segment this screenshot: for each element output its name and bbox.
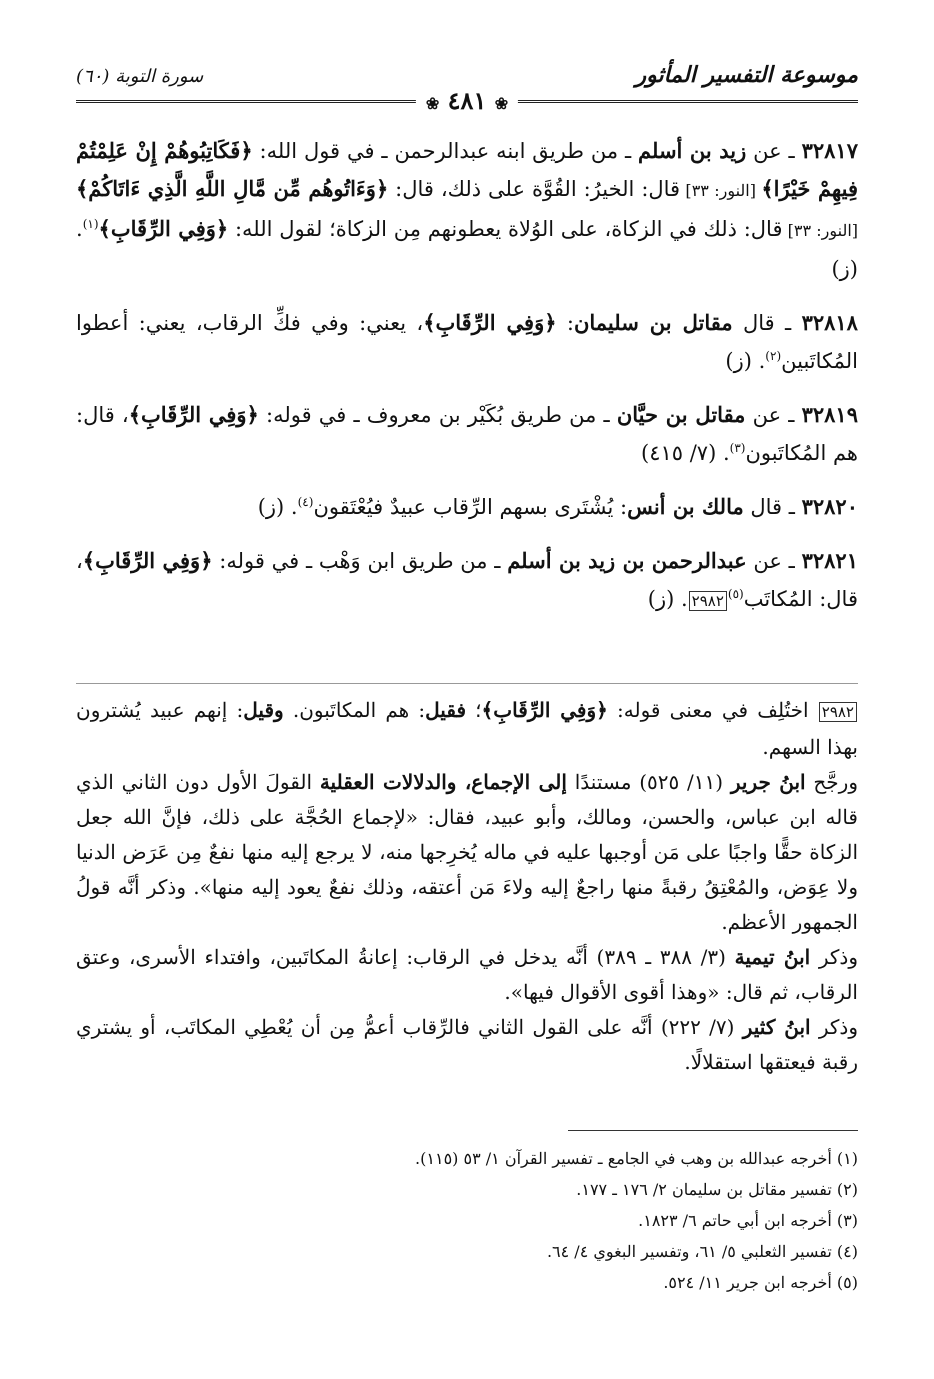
narration-text: ، يعني: وفي فكِّ الرقاب، يعني: أعطوا المُكاتَبين [76, 311, 858, 373]
narration-text: ـ من طريق ابنه عبدالرحمن ـ في قول الله: [252, 139, 639, 163]
footnote-rule [568, 1130, 858, 1131]
ornament-left-icon: ❀ [425, 94, 440, 113]
page-number: ٤٨١ [447, 86, 487, 115]
narration-32819 [76, 396, 858, 472]
narration-number: ٣٢٨١٩ [801, 402, 858, 427]
narration-text: ، قال: هم المُكاتَبون [76, 403, 858, 465]
commentary-keyword: فقيل [425, 698, 466, 722]
narration-number: ٣٢٨٢١ [801, 548, 858, 573]
narration-text: ـ عن [746, 549, 802, 573]
narration-text: ـ من طريق ابن وَهْب ـ في قوله: [212, 549, 508, 573]
quran-quote: ﴿وَفِي الرِّقَابِ﴾ [481, 698, 608, 722]
footnote-marker[interactable]: (٣) [729, 441, 746, 455]
quran-quote: ﴿وَفِي الرِّقَابِ﴾ [82, 548, 213, 573]
source-tag: . (ز) [257, 495, 298, 519]
source-tag: . (ز) [725, 349, 766, 373]
verse-citation: [النور: ٣٣] [782, 221, 859, 240]
narration-text: قال: الخيرُ: القُوَّة على ذلك، قال: [388, 177, 681, 201]
commentary-text: وذكر [810, 1015, 858, 1039]
footnote-3: (٣) أخرجه ابن أبي حاتم ٦/ ١٨٢٣. [638, 1211, 858, 1230]
narration-number: ٣٢٨١٨ [801, 310, 858, 335]
footnote-5: (٥) أخرجه ابن جرير ١١/ ٥٢٤. [663, 1273, 858, 1292]
narration-text: : يُشْتَرى بسهم الرِّقاب عبيدٌ فيُعْتَقون [313, 495, 628, 519]
source-tag: . (ز) [647, 587, 688, 611]
commentary-para-4 [76, 1010, 858, 1080]
surah-label: سورة التوبة (٦٠) [76, 66, 204, 87]
commentary-text: : إنهم عبيد يُشترون بهذا السهم. [76, 698, 858, 759]
commentary-ref-box: ٢٩٨٢ [819, 702, 857, 722]
commentary-keyword: وقيل [243, 698, 284, 722]
narration-number: ٣٢٨١٧ [801, 138, 858, 163]
commentary-block [76, 693, 858, 1080]
commentary-para-2 [76, 765, 858, 940]
quran-quote: ﴿فَكَاتِبُوهُمْ إِنْ عَلِمْتُمْ فِيهِمْ خَيْرًا﴾ [76, 138, 858, 201]
narration-text: ـ من طريق بُكَيْر بن معروف ـ في قوله: [258, 403, 617, 427]
narration-text: ، قال: المُكاتَب [76, 549, 858, 611]
commentary-text: : هم المكاتَبون. [283, 698, 426, 722]
footnotes [76, 1143, 858, 1298]
narration-32820 [76, 488, 858, 526]
commentary-para-3 [76, 940, 858, 1010]
commentary-keyword: إلى الإجماع، والدلالات العقلية [319, 770, 567, 794]
footnote-marker[interactable]: (٢) [765, 349, 782, 363]
source-tag: . (٧/ ٤١٥) [640, 441, 730, 465]
verse-citation: [النور: ٣٣] [680, 181, 762, 200]
commentary-text: اختُلِف في معنى قوله: [607, 698, 818, 722]
quran-quote: ﴿وَءَاتُوهُم مِّن مَّالِ اللَّهِ الَّذِي ءَاتَاكُمْ﴾ [76, 176, 389, 201]
narration-text: : [556, 311, 574, 335]
commentary-ref-box[interactable]: ٢٩٨٢ [689, 591, 727, 611]
narrations [76, 132, 858, 636]
page-header [76, 58, 858, 118]
narration-text: قال: ذلك في الزكاة، على الوُلاة يعطونهم مِن الزكاة؛ لقول الله: [228, 217, 783, 241]
narrator-name: مقاتل بن حيَّان [616, 402, 746, 427]
narration-text: ـ عن [746, 139, 802, 163]
quran-quote: ﴿وَفِي الرِّقَابِ﴾ [128, 402, 259, 427]
commentary-text: وذكر [810, 945, 858, 969]
narrator-name: مقاتل بن سليمان [573, 310, 733, 335]
narration-32818 [76, 304, 858, 380]
commentary-text: (٧/ ٢٢٢) أنَّه على القول الثاني فالرِّقاب أعمُّ مِن أن يُعْطِي المكاتَب، أو يشتري رقبة فيعتقها استقلالًا. [76, 1015, 858, 1074]
narration-text: ـ عن [745, 403, 802, 427]
footnote-marker[interactable]: (٥) [727, 587, 744, 601]
narration-text: ـ قال [743, 495, 802, 519]
narrator-name: زيد بن أسلم [638, 138, 747, 163]
book-title: موسوعة التفسير المأثور [635, 62, 858, 88]
footnote-4: (٤) تفسير الثعلبي ٥/ ٦١، وتفسير البغوي ٤/ ٦٤. [546, 1242, 858, 1261]
footnote-2: (٢) تفسير مقاتل بن سليمان ٢/ ١٧٦ ـ ١٧٧. [576, 1180, 858, 1199]
narration-32817 [76, 132, 858, 288]
quran-quote: ﴿وَفِي الرِّقَابِ﴾ [98, 216, 229, 241]
footnote-1: (١) أخرجه عبدالله بن وهب في الجامع ـ تفسير القرآن ١/ ٥٣ (١١٥). [415, 1149, 858, 1168]
quran-quote: ﴿وَفِي الرِّقَابِ﴾ [423, 310, 557, 335]
commentary-text: (٣/ ٣٨٨ ـ ٣٨٩) أنَّه يدخل في الرقاب: إعانةُ المكاتَبين، وافتداء الأسرى، وعتق الرقاب، ثم قال: «وهذا أقوى الأقوال فيها». [76, 945, 858, 1004]
narration-32821 [76, 542, 858, 620]
narrator-name: مالك بن أنس [627, 494, 744, 519]
narration-text: ـ قال [732, 311, 802, 335]
scholar-name: ابنُ كثير [742, 1015, 811, 1039]
narrator-name: عبدالرحمن بن زيد بن أسلم [507, 548, 747, 573]
page-number-block [416, 86, 518, 115]
footnote-marker[interactable]: (١) [82, 217, 99, 231]
commentary-text: القولَ الأول دون الثاني الذي قاله ابن عباس، والحسن، ومالك، وأبو عبيد، فقال: «لإجماع الحُجَّة على ذلك، فإنَّ الله جعل الزكاة حقًّا واجبًا على مَن أوجبها عليه في ماله يُخرِجها منه، لا يرجع إليه منها نفعٌ مِن عَرَض الدنيا ولا عِوَض، والمُعْتِقُ رقبةً منها راجعٌ إليه ولاءَ مَن أعتقه، وذلك نفعٌ يعود إليه منها». وذكر أنَّه قولُ الجمهور الأعظم. [76, 770, 858, 934]
scholar-name: ابنُ جرير [730, 770, 806, 794]
commentary-text: ورجَّح [805, 770, 858, 794]
commentary-text: (١١/ ٥٢٥) مستندًا [566, 770, 731, 794]
footnote-marker[interactable]: (٤) [297, 495, 314, 509]
scholar-name: ابنُ تيمية [734, 945, 811, 969]
commentary-para-1 [76, 693, 858, 765]
ornament-right-icon: ❀ [494, 94, 509, 113]
commentary-separator [76, 683, 858, 684]
narration-number: ٣٢٨٢٠ [801, 494, 858, 519]
commentary-text: ؛ [466, 698, 482, 722]
source-tag: . (ز) [76, 217, 858, 281]
